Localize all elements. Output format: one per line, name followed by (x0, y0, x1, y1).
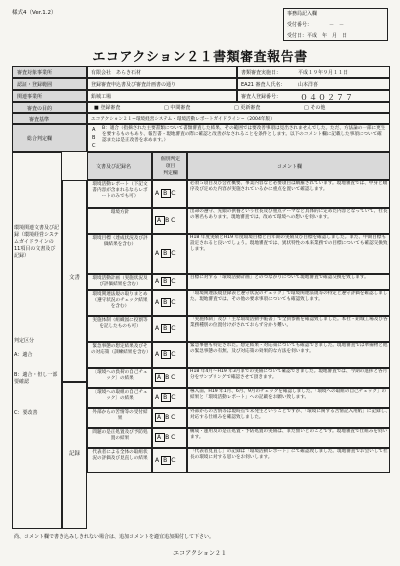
cat-rec-label: 記録 (69, 451, 81, 457)
judge-option-c: C (171, 278, 178, 285)
site-value: 登録審査申込書及び審査計画書の通り (91, 82, 177, 88)
purpose-other: □ その他 (304, 105, 326, 111)
judgement-label: 総合判定欄 (27, 136, 53, 142)
col-judge-header (152, 152, 187, 180)
receipt-number-label: 受付番号： (287, 22, 313, 28)
criteria-a: A：適合 (14, 352, 33, 358)
judgement-label-cell (12, 124, 87, 152)
row-comment: 「実施体制」及び「主な環境活動手帳書」で全員参画を確認致しました。本社・鉛城工場及び各業務種別の位置付けがされておらず分かり難い。 (190, 317, 388, 328)
row-item: 代表者による全体の取組状況の評価及び見直しの結果 (92, 450, 148, 461)
judge-option-a: A (157, 374, 164, 381)
row-comment: 目標に対する「環境活動計画」とのつながりについて現地審査で確認交換を致します。 (190, 275, 369, 280)
row-item: 環境方針 (110, 210, 130, 215)
judge-option-a: A (155, 190, 162, 197)
judge-option-b: B (163, 299, 170, 306)
related-value-cell (87, 90, 237, 102)
form-number: 様式4（Ver.1.2） (12, 10, 57, 16)
judge-option-c: C (171, 414, 178, 421)
auditor-no-value: ０４０２７７ (300, 93, 354, 102)
auditor-label: EA21 審査人氏名： (241, 82, 286, 88)
judge-option-b: B (163, 250, 170, 257)
auditor-cell (237, 78, 390, 90)
row-comment: 必須５項目及び会社概要、事業内容など必要項目は網羅されています。現地審査では、中身と順序及び定めた内容が実施されているかに重点を置いて確認します。 (190, 181, 388, 192)
judge-option-c: C (171, 456, 178, 464)
entity-value-cell (87, 66, 237, 78)
judge-option-b: B (163, 394, 170, 401)
row-judge (155, 278, 177, 285)
row-item: 〔環境への負荷の自己チェック〕の結果 (92, 370, 148, 381)
auditor-value: 山本洋喜 (298, 82, 319, 88)
judge-option-b: B (165, 217, 172, 224)
judge-option-b: B (165, 374, 172, 381)
purpose-value-cell (87, 102, 390, 113)
judge-option-c: C (171, 217, 178, 224)
col-comment-header (187, 152, 390, 180)
standard-label-cell (12, 113, 87, 124)
row-comment: 導入前、H19 年1月、6月、9月のチェックを確認しました。「環境への取組の自己チェック」の結果と「環境活動レポート」への記載をお願い致します。 (190, 389, 387, 400)
entity-label-cell (12, 66, 87, 78)
judge-option-c: C (171, 250, 178, 257)
purpose-label-cell (12, 102, 87, 113)
left-group-label: 環境関連文書及び記録（環境経営システムガイドラインの11項目の文書及び記録） (14, 225, 60, 259)
office-use-box (283, 8, 388, 41)
row-item: 環境活動計画（実施状況及び評価結果を含む） (92, 276, 148, 287)
judge-option-a: A (157, 217, 164, 224)
row-comment: 外部からの苦情等は現時点で未発生ということですが、「環境に関する苦情記入用紙」に記録し、対応する仕組みを確認致しました。 (190, 409, 390, 420)
judge-option-c: C (171, 394, 178, 401)
judge-option-b: B (165, 434, 172, 441)
footer: エコアクション２１ (173, 550, 227, 557)
judge-option-a: A (155, 394, 162, 401)
entity-value: 有限会社 あらき石材 (91, 70, 142, 76)
cat-doc-cell (62, 180, 87, 382)
judgement-letter-a: A (92, 127, 96, 133)
auditor-no-cell (237, 90, 390, 102)
row-judge (155, 394, 177, 401)
judge-option-c: C (171, 434, 178, 441)
site-label-cell (12, 78, 87, 90)
row-judge (155, 250, 177, 257)
related-label-cell (12, 90, 87, 102)
row-judge (155, 434, 177, 441)
col-comment-label: コメント欄 (276, 164, 302, 170)
col-judge-label: 個別判定 項目 判定欄 (160, 157, 181, 176)
judge-option-a: A (155, 278, 162, 285)
judge-option-b: B (165, 414, 172, 421)
footnote: 尚、コメント欄で書き込みしきれない場合は、追加コメントを適宜追加掲付して下さい。 (14, 534, 215, 540)
judge-option-c: C (171, 190, 178, 197)
receipt-number-value: － － (329, 22, 345, 28)
row-judge (155, 457, 177, 464)
judgement-text: B：適合（指摘された主要書類について書類審査した結果、その範囲では要改善事項は見出されませんでした。ただ、方法論の一部に更生を要するものもあり、報告書・現地審査の際に確認と改善がなされることを条件とします。以下のコメント欄に記載した事項について確認または是正改善を求めます。） (102, 126, 386, 144)
judge-option-a: A (155, 250, 162, 257)
standard-label: 審査基準 (29, 117, 50, 123)
receipt-date: 受付日：平成 年 月 日 (287, 33, 348, 39)
cat-doc-label: 文書 (69, 275, 81, 281)
judge-option-a: A (157, 414, 164, 421)
row-comment: 「環境関連法規登録表と遵守状況のチェック」で環境関連法規等の特定と遵守評価を確認しました。現地審査では、その他の要求事項についても確認致します。 (190, 291, 388, 302)
judge-option-b: B (163, 351, 170, 358)
judge-option-a: A (155, 325, 162, 332)
page-title: エコアクション２１書類審査報告書 (92, 50, 308, 65)
criteria-b: B：適合・但し一部要確認 (14, 372, 58, 385)
row-item: 環境活動レポート（下記文書内容が含まれるならレポートのみでも可） (92, 182, 148, 199)
row-comment: H18 年4月〜H19 年3月までの実績について確認できました。現地審査では、今期の進捗と各月分をサンプリングで確認させて頂きます。 (190, 369, 388, 380)
row-item: 緊急事態の想定結果及びその対応策（訓練結果を含む） (91, 344, 151, 355)
site-value-cell (87, 78, 237, 90)
judge-option-a: A (155, 351, 162, 358)
related-label: 関連事業所 (17, 94, 43, 100)
row-comment: 出命の遵守、先頭の供養という社長及び重点テーマなど具体的に定めた内容となっていて、社長の署名もあります。現地審査では、改めて環境への想いを伺います。 (190, 209, 388, 220)
judge-option-b: B (163, 278, 170, 285)
judgement-letter-c: C (92, 143, 96, 149)
standard-value: エコアクション２１−環境経営システム・環境活動レポートガイドライン−（2004年版） (91, 117, 275, 122)
criteria-c: C：要改善 (14, 410, 38, 416)
row-judge (155, 217, 177, 224)
site-label: 認証・登録範囲 (17, 82, 53, 88)
date-label: 書類審査実施日： (241, 70, 282, 76)
row-comment: 「代表者見直し」の記録は「環境活動レポート」にて確認致しました。現地審査でお会いして社長の環境に対する思いをお伺いします。 (190, 449, 388, 460)
row-comment: 緊急事態も特定された。想定結果・対応策についても確認できました。現地審査では準備物と他の緊急事態の有無、及び対応策の効果的な方法を伺います。 (190, 343, 388, 354)
col-doc-header (87, 152, 152, 180)
row-judge (155, 351, 177, 358)
purpose-interim: □ 中間審査 (164, 105, 191, 111)
purpose-registration: ■ 登録審査 (94, 105, 121, 111)
row-item: 環境目標（達成状況及び評価結果を含む） (92, 236, 148, 247)
judge-option-a: A (155, 456, 162, 464)
judgement-letter-b: B (92, 135, 96, 141)
judgement-value-cell (87, 124, 390, 152)
row-judge (155, 299, 177, 306)
judge-option-c: C (171, 351, 178, 358)
row-item: 実施体制（組織図に役割等を記したものも可） (92, 318, 148, 329)
judge-option-c: C (171, 299, 178, 306)
judge-option-c: C (171, 374, 178, 381)
row-judge (155, 325, 177, 332)
judge-option-a: A (155, 299, 162, 306)
judge-option-b: B (163, 190, 170, 197)
related-value: 鉛城工場 (91, 94, 112, 100)
row-judge (155, 374, 177, 381)
entity-label: 審査対象事業所 (17, 70, 53, 76)
row-item: 〔環境への取組の自己チェック〕の結果 (92, 390, 148, 401)
judge-option-c: C (171, 325, 178, 332)
row-comment: H18 年度実績とH19 年度環境目標と百年期の実績及び目標を確認しました。また、中期目標も設定されると良いでしょう。現地審査では、異状特性の本来業務での目標についても確認交換致します。 (190, 235, 388, 252)
purpose-renewal: □ 更新審査 (234, 105, 261, 111)
row-judge (155, 190, 177, 197)
judge-option-a: A (157, 434, 164, 441)
date-value: 平成１９年９月１１日 (298, 70, 349, 76)
row-item: 環境関連法規の取りまとめ（遵守状況のチェック結果を含む） (92, 292, 148, 309)
criteria-title: 判定区分 (14, 338, 35, 344)
judge-option-b: B (163, 325, 170, 332)
col-doc-label: 文書及び記録名 (96, 164, 132, 170)
date-cell (237, 66, 390, 78)
row-item: 外部からの苦情等の受付結果 (92, 410, 148, 421)
standard-value-cell (87, 113, 390, 124)
row-item: 問題の是正処置及び予防処置の結果 (92, 430, 148, 441)
purpose-label: 審査の目的 (27, 106, 53, 112)
row-comment: 構成・運用及の是正処置・予防処置の実績は、まだ無いとのことです。現地審査で仕組みを伺います。 (190, 429, 388, 440)
row-judge (155, 414, 177, 421)
judge-option-b: B (163, 456, 170, 464)
cat-rec-cell (62, 382, 87, 529)
office-box-title: 事務局記入欄 (287, 11, 318, 17)
auditor-no-label: 審査人登録番号： (241, 94, 282, 100)
